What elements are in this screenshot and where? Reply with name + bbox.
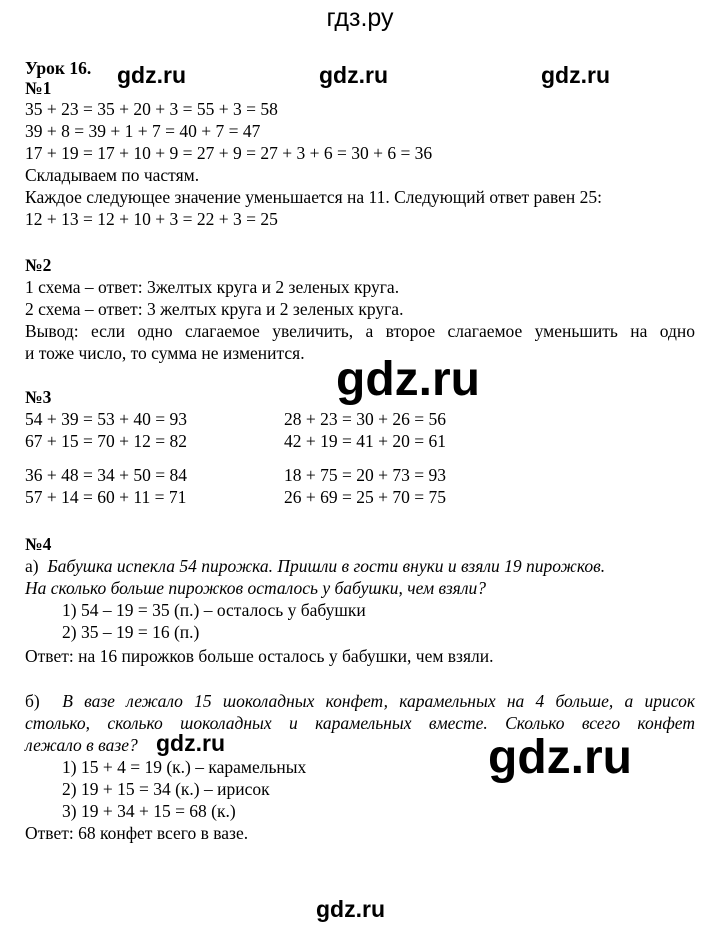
task3-right-line: 18 + 75 = 20 + 73 = 93 (284, 465, 446, 485)
task4b-problem-text: В вазе лежало 15 шоколадных конфет, карамельных на 4 больше, а ирисок (62, 691, 696, 711)
lesson-title: Урок 16. (25, 58, 92, 78)
task1-line: 35 + 23 = 35 + 20 + 3 = 55 + 3 = 58 (25, 99, 278, 119)
task1-label: №1 (25, 78, 52, 98)
task4a-problem-text: На сколько больше пирожков осталось у бабушки, чем взяли? (25, 578, 486, 598)
watermark: gdz.ru (117, 62, 186, 88)
task4b-problem-text: лежало в вазе? (25, 735, 138, 755)
task4b-problem-text: столько, сколько шоколадных и карамельных вместе. Сколько всего конфет (25, 713, 695, 733)
task4b-answer: Ответ: 68 конфет всего в вазе. (25, 823, 249, 843)
task1-line: 17 + 19 = 17 + 10 + 9 = 27 + 9 = 27 + 3 + 6 = 30 + 6 = 36 (25, 143, 433, 163)
task4a-step: 1) 54 – 19 = 35 (п.) – осталось у бабушки (62, 600, 366, 620)
task4a-marker: а) (25, 556, 39, 576)
task2-label: №2 (25, 255, 52, 275)
watermark: gdz.ru (316, 896, 385, 922)
task4a-step: 2) 35 – 19 = 16 (п.) (62, 622, 200, 642)
watermark: gdz.ru (319, 62, 388, 88)
task3-right-line: 42 + 19 = 41 + 20 = 61 (284, 431, 446, 451)
task1-line: Каждое следующее значение уменьшается на 11. Следующий ответ равен 25: (25, 187, 603, 207)
task3-left-line: 54 + 39 = 53 + 40 = 93 (25, 409, 187, 429)
task2-line: Вывод: если одно слагаемое увеличить, а второе слагаемое уменьшить на одно (25, 321, 695, 341)
watermark: gdz.ru (488, 731, 632, 784)
task1-line: 12 + 13 = 12 + 10 + 3 = 22 + 3 = 25 (25, 209, 278, 229)
task3-left-line: 67 + 15 = 70 + 12 = 82 (25, 431, 187, 451)
task1-line: 39 + 8 = 39 + 1 + 7 = 40 + 7 = 47 (25, 121, 261, 141)
task4a-problem-text: Бабушка испекла 54 пирожка. Пришли в гости внуки и взяли 19 пирожков. (47, 556, 606, 576)
task4a-problem (25, 555, 605, 577)
site-header: гдз.ру (326, 4, 394, 32)
task4b-problem (25, 690, 695, 712)
task1-line: Складываем по частям. (25, 165, 200, 185)
task4b-step: 1) 15 + 4 = 19 (к.) – карамельных (62, 757, 307, 777)
watermark: gdz.ru (336, 353, 480, 406)
watermark: gdz.ru (541, 62, 610, 88)
task2-line: 1 схема – ответ: 3желтых круга и 2 зеленых круга. (25, 277, 400, 297)
task4b-step: 3) 19 + 34 + 15 = 68 (к.) (62, 801, 236, 821)
task3-right-line: 26 + 69 = 25 + 70 = 75 (284, 487, 446, 507)
task4b-marker: б) (25, 691, 40, 711)
task4-label: №4 (25, 534, 52, 554)
task4a-answer: Ответ: на 16 пирожков больше осталось у бабушки, чем взяли. (25, 646, 494, 666)
watermark: gdz.ru (156, 730, 225, 756)
task3-left-line: 36 + 48 = 34 + 50 = 84 (25, 465, 187, 485)
task3-right-line: 28 + 23 = 30 + 26 = 56 (284, 409, 446, 429)
task4b-step: 2) 19 + 15 = 34 (к.) – ирисок (62, 779, 270, 799)
task2-line: 2 схема – ответ: 3 желтых круга и 2 зеленых круга. (25, 299, 404, 319)
task2-line: и тоже число, то сумма не изменится. (25, 343, 305, 363)
task3-left-line: 57 + 14 = 60 + 11 = 71 (25, 487, 187, 507)
task3-label: №3 (25, 387, 52, 407)
